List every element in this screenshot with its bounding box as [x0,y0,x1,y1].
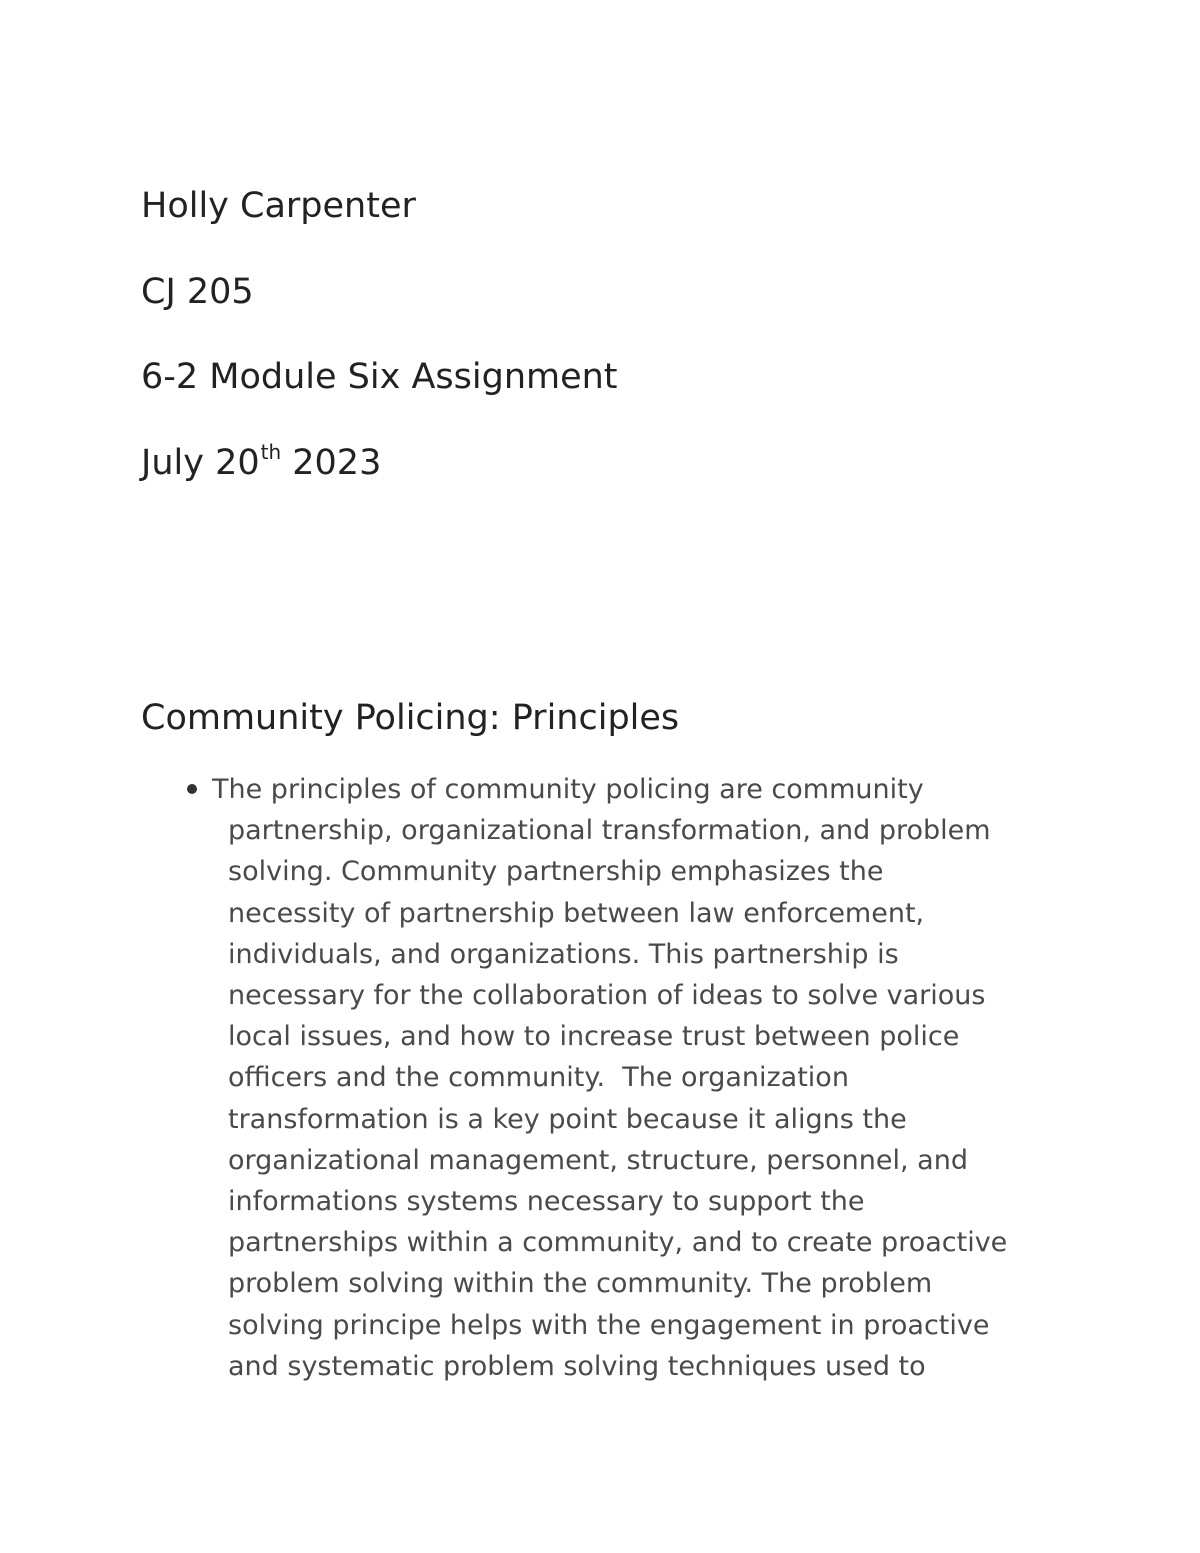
paragraph-line: necessity of partnership between law enforcement, [228,898,925,929]
paragraph-line: transformation is a key point because it aligns the [228,1104,907,1135]
paragraph-line: and systematic problem solving techniques used to [228,1351,926,1382]
paragraph-line: local issues, and how to increase trust between police [228,1021,960,1052]
date-ordinal-suffix: th [260,440,282,464]
author-name: Holly Carpenter [141,186,416,226]
paragraph-line: individuals, and organizations. This partnership is [228,939,899,970]
paragraph-line: partnerships within a community, and to create proactive [228,1227,1008,1258]
date-year: 2023 [281,443,382,483]
paragraph-line: officers and the community. The organization [228,1062,849,1093]
paragraph-line: necessary for the collaboration of ideas to solve various [228,980,986,1011]
paragraph-line: problem solving within the community. The problem [228,1268,933,1299]
date-month-day: July 20 [141,443,260,483]
paragraph-line: The principles of community policing are community [212,774,924,805]
paragraph-line: organizational management, structure, personnel, and [228,1145,968,1176]
assignment-title: 6-2 Module Six Assignment [141,357,618,397]
bullet-dot-icon [187,784,197,794]
paragraph-line: solving principe helps with the engagement in proactive [228,1310,990,1341]
course-code: CJ 205 [141,272,254,312]
paragraph-line: informations systems necessary to support the [228,1186,865,1217]
paragraph-line: partnership, organizational transformation, and problem [228,815,991,846]
submission-date [141,440,382,487]
section-title: Community Policing: Principles [141,698,680,738]
paragraph-line: solving. Community partnership emphasizes the [228,856,884,887]
